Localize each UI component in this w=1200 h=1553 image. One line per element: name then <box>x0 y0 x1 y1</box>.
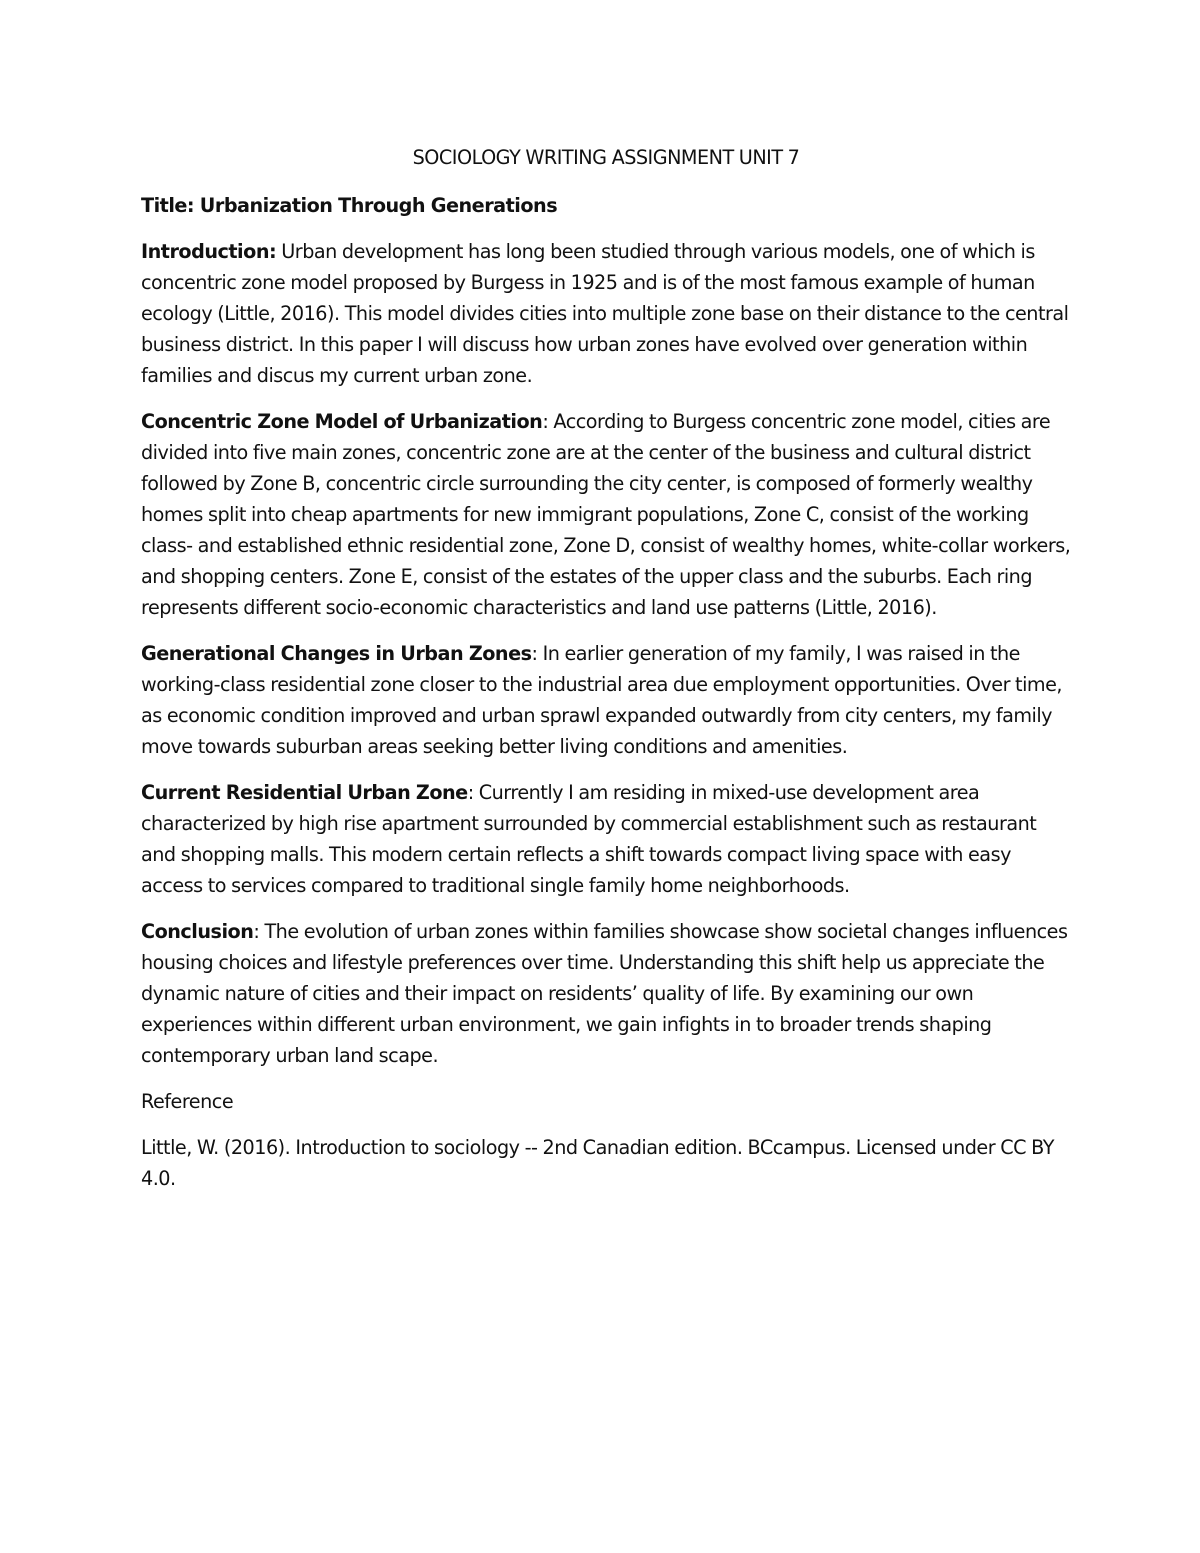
section-text: : In earlier generation of my family, I was raised in the working-class residential zone closer to the industrial area due employment opportunities. Over time, as economic condition improved and urban sprawl expanded outwardly from city centers, my family move towards suburban areas seeking better living conditions and amenities. <box>141 642 1063 758</box>
section-concentric-zone-model <box>141 406 1071 623</box>
reference-label: Reference <box>141 1090 234 1113</box>
section-heading: Current Residential Urban Zone <box>141 781 468 804</box>
section-current-residential-zone <box>141 777 1071 901</box>
section-heading: Generational Changes in Urban Zones <box>141 642 532 665</box>
section-heading: Concentric Zone Model of Urbanization <box>141 410 543 433</box>
reference-entry: Little, W. (2016). Introduction to sociology -- 2nd Canadian edition. BCcampus. Licensed under CC BY 4.0. <box>141 1136 1054 1190</box>
section-text: : According to Burgess concentric zone model, cities are divided into five main zones, concentric zone are at the center of the business and cultural district followed by Zone B, concentric circle surrounding the city center, is composed of formerly wealthy homes split into cheap apartments for new immigrant populations, Zone C, consist of the working class- and established ethnic residential zone, Zone D, consist of wealthy homes, white-collar workers, and shopping centers. Zone E, consist of the estates of the upper class and the suburbs. Each ring represents different socio-economic characteristics and land use patterns (Little, 2016). <box>141 410 1071 619</box>
section-introduction <box>141 236 1071 391</box>
document-body <box>141 142 1071 1194</box>
section-text: : The evolution of urban zones within families showcase show societal changes influences housing choices and lifestyle preferences over time. Understanding this shift help us appreciate the dynamic nature of cities and their impact on residents’ quality of life. By examining our own experiences within different urban environment, we gain infights in to broader trends shaping contemporary urban land scape. <box>141 920 1068 1067</box>
section-text: : Currently I am residing in mixed-use development area characterized by high rise apartment surrounded by commercial establishment such as restaurant and shopping malls. This modern certain reflects a shift towards compact living space with easy access to services compared to traditional single family home neighborhoods. <box>141 781 1037 897</box>
section-heading: Conclusion <box>141 920 254 943</box>
section-conclusion <box>141 916 1071 1071</box>
document-title: SOCIOLOGY WRITING ASSIGNMENT UNIT 7 <box>412 146 800 169</box>
assignment-title: Title: Urbanization Through Generations <box>141 194 558 217</box>
section-text: Urban development has long been studied through various models, one of which is concentric zone model proposed by Burgess in 1925 and is of the most famous example of human ecology (Little, 2016). This model divides cities into multiple zone base on their distance to the central business district. In this paper I will discuss how urban zones have evolved over generation within families and discus my current urban zone. <box>141 240 1069 387</box>
section-generational-changes <box>141 638 1071 762</box>
section-heading: Introduction: <box>141 240 277 263</box>
